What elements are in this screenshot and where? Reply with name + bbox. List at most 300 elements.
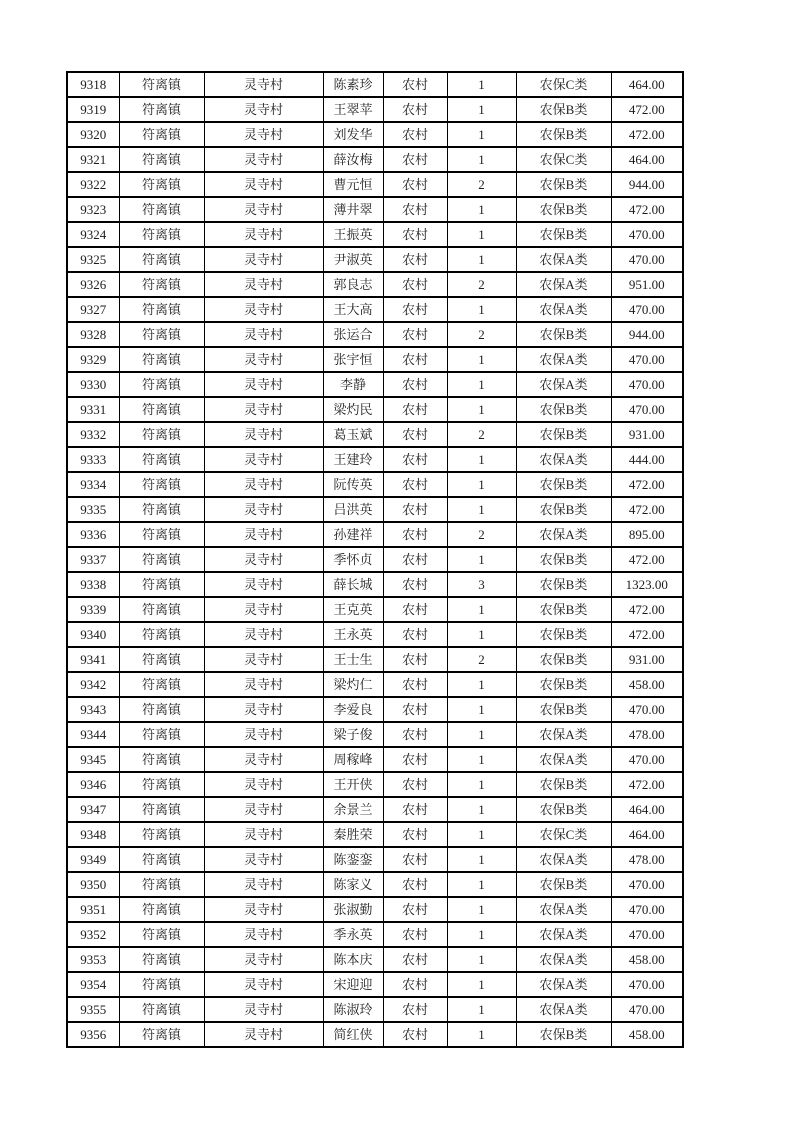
village-cell: 灵寺村 xyxy=(204,97,323,122)
amount-cell: 458.00 xyxy=(611,1022,683,1047)
row-id-cell: 9325 xyxy=(67,247,119,272)
table-row xyxy=(67,97,683,122)
row-id-cell: 9350 xyxy=(67,872,119,897)
person-name-cell: 王振英 xyxy=(323,222,383,247)
household-type-cell: 农村 xyxy=(383,97,447,122)
row-id-cell: 9338 xyxy=(67,572,119,597)
person-count-cell: 1 xyxy=(447,872,516,897)
amount-cell: 944.00 xyxy=(611,172,683,197)
town-cell: 符离镇 xyxy=(119,397,204,422)
pension-roster-table xyxy=(66,71,684,1048)
insurance-category-cell: 农保B类 xyxy=(516,772,611,797)
amount-cell: 464.00 xyxy=(611,797,683,822)
table-row xyxy=(67,497,683,522)
row-id-cell: 9334 xyxy=(67,472,119,497)
person-name-cell: 薛长城 xyxy=(323,572,383,597)
village-cell: 灵寺村 xyxy=(204,722,323,747)
row-id-cell: 9351 xyxy=(67,897,119,922)
village-cell: 灵寺村 xyxy=(204,472,323,497)
amount-cell: 472.00 xyxy=(611,547,683,572)
insurance-category-cell: 农保C类 xyxy=(516,72,611,97)
town-cell: 符离镇 xyxy=(119,872,204,897)
household-type-cell: 农村 xyxy=(383,622,447,647)
amount-cell: 472.00 xyxy=(611,97,683,122)
person-name-cell: 李静 xyxy=(323,372,383,397)
person-count-cell: 2 xyxy=(447,272,516,297)
insurance-category-cell: 农保B类 xyxy=(516,647,611,672)
village-cell: 灵寺村 xyxy=(204,597,323,622)
person-name-cell: 季永英 xyxy=(323,922,383,947)
insurance-category-cell: 农保A类 xyxy=(516,447,611,472)
person-count-cell: 1 xyxy=(447,397,516,422)
insurance-category-cell: 农保A类 xyxy=(516,747,611,772)
town-cell: 符离镇 xyxy=(119,572,204,597)
household-type-cell: 农村 xyxy=(383,122,447,147)
row-id-cell: 9356 xyxy=(67,1022,119,1047)
village-cell: 灵寺村 xyxy=(204,622,323,647)
household-type-cell: 农村 xyxy=(383,697,447,722)
row-id-cell: 9345 xyxy=(67,747,119,772)
village-cell: 灵寺村 xyxy=(204,297,323,322)
row-id-cell: 9331 xyxy=(67,397,119,422)
person-count-cell: 1 xyxy=(447,997,516,1022)
person-name-cell: 陈銮銮 xyxy=(323,847,383,872)
town-cell: 符离镇 xyxy=(119,597,204,622)
insurance-category-cell: 农保B类 xyxy=(516,622,611,647)
household-type-cell: 农村 xyxy=(383,997,447,1022)
insurance-category-cell: 农保A类 xyxy=(516,272,611,297)
row-id-cell: 9344 xyxy=(67,722,119,747)
table-row xyxy=(67,697,683,722)
insurance-category-cell: 农保B类 xyxy=(516,597,611,622)
village-cell: 灵寺村 xyxy=(204,272,323,297)
village-cell: 灵寺村 xyxy=(204,347,323,372)
town-cell: 符离镇 xyxy=(119,72,204,97)
village-cell: 灵寺村 xyxy=(204,572,323,597)
table-row xyxy=(67,347,683,372)
town-cell: 符离镇 xyxy=(119,147,204,172)
household-type-cell: 农村 xyxy=(383,447,447,472)
person-name-cell: 秦胜荣 xyxy=(323,822,383,847)
village-cell: 灵寺村 xyxy=(204,822,323,847)
table-row xyxy=(67,947,683,972)
insurance-category-cell: 农保B类 xyxy=(516,322,611,347)
amount-cell: 472.00 xyxy=(611,122,683,147)
village-cell: 灵寺村 xyxy=(204,997,323,1022)
household-type-cell: 农村 xyxy=(383,347,447,372)
amount-cell: 470.00 xyxy=(611,397,683,422)
amount-cell: 472.00 xyxy=(611,597,683,622)
household-type-cell: 农村 xyxy=(383,872,447,897)
town-cell: 符离镇 xyxy=(119,472,204,497)
person-count-cell: 1 xyxy=(447,72,516,97)
table-row xyxy=(67,747,683,772)
person-count-cell: 1 xyxy=(447,547,516,572)
town-cell: 符离镇 xyxy=(119,222,204,247)
person-count-cell: 1 xyxy=(447,347,516,372)
row-id-cell: 9341 xyxy=(67,647,119,672)
insurance-category-cell: 农保A类 xyxy=(516,897,611,922)
household-type-cell: 农村 xyxy=(383,972,447,997)
insurance-category-cell: 农保B类 xyxy=(516,197,611,222)
person-name-cell: 王士生 xyxy=(323,647,383,672)
person-count-cell: 1 xyxy=(447,897,516,922)
person-name-cell: 梁灼仁 xyxy=(323,672,383,697)
amount-cell: 470.00 xyxy=(611,997,683,1022)
town-cell: 符离镇 xyxy=(119,172,204,197)
village-cell: 灵寺村 xyxy=(204,872,323,897)
household-type-cell: 农村 xyxy=(383,322,447,347)
town-cell: 符离镇 xyxy=(119,997,204,1022)
person-count-cell: 1 xyxy=(447,497,516,522)
table-row xyxy=(67,72,683,97)
row-id-cell: 9339 xyxy=(67,597,119,622)
table-row xyxy=(67,597,683,622)
person-name-cell: 葛玉斌 xyxy=(323,422,383,447)
row-id-cell: 9335 xyxy=(67,497,119,522)
village-cell: 灵寺村 xyxy=(204,322,323,347)
person-count-cell: 1 xyxy=(447,672,516,697)
person-count-cell: 1 xyxy=(447,922,516,947)
table-row xyxy=(67,172,683,197)
table-row xyxy=(67,622,683,647)
table-row xyxy=(67,572,683,597)
insurance-category-cell: 农保B类 xyxy=(516,172,611,197)
table-body xyxy=(67,72,683,1047)
household-type-cell: 农村 xyxy=(383,297,447,322)
household-type-cell: 农村 xyxy=(383,772,447,797)
village-cell: 灵寺村 xyxy=(204,397,323,422)
person-count-cell: 2 xyxy=(447,647,516,672)
amount-cell: 470.00 xyxy=(611,747,683,772)
town-cell: 符离镇 xyxy=(119,622,204,647)
household-type-cell: 农村 xyxy=(383,522,447,547)
table-row xyxy=(67,772,683,797)
village-cell: 灵寺村 xyxy=(204,122,323,147)
amount-cell: 470.00 xyxy=(611,297,683,322)
insurance-category-cell: 农保B类 xyxy=(516,122,611,147)
person-name-cell: 季怀贞 xyxy=(323,547,383,572)
person-name-cell: 梁子俊 xyxy=(323,722,383,747)
row-id-cell: 9320 xyxy=(67,122,119,147)
person-count-cell: 1 xyxy=(447,297,516,322)
village-cell: 灵寺村 xyxy=(204,72,323,97)
row-id-cell: 9337 xyxy=(67,547,119,572)
person-count-cell: 1 xyxy=(447,947,516,972)
village-cell: 灵寺村 xyxy=(204,947,323,972)
household-type-cell: 农村 xyxy=(383,172,447,197)
household-type-cell: 农村 xyxy=(383,147,447,172)
town-cell: 符离镇 xyxy=(119,347,204,372)
person-name-cell: 薄井翠 xyxy=(323,197,383,222)
town-cell: 符离镇 xyxy=(119,97,204,122)
amount-cell: 478.00 xyxy=(611,847,683,872)
row-id-cell: 9354 xyxy=(67,972,119,997)
table-row xyxy=(67,397,683,422)
insurance-category-cell: 农保B类 xyxy=(516,572,611,597)
row-id-cell: 9349 xyxy=(67,847,119,872)
person-name-cell: 尹淑英 xyxy=(323,247,383,272)
town-cell: 符离镇 xyxy=(119,972,204,997)
amount-cell: 470.00 xyxy=(611,897,683,922)
town-cell: 符离镇 xyxy=(119,272,204,297)
table-row xyxy=(67,122,683,147)
row-id-cell: 9333 xyxy=(67,447,119,472)
village-cell: 灵寺村 xyxy=(204,522,323,547)
person-count-cell: 1 xyxy=(447,372,516,397)
village-cell: 灵寺村 xyxy=(204,547,323,572)
insurance-category-cell: 农保B类 xyxy=(516,797,611,822)
person-count-cell: 1 xyxy=(447,97,516,122)
insurance-category-cell: 农保B类 xyxy=(516,1022,611,1047)
person-count-cell: 1 xyxy=(447,722,516,747)
person-count-cell: 3 xyxy=(447,572,516,597)
town-cell: 符离镇 xyxy=(119,947,204,972)
household-type-cell: 农村 xyxy=(383,897,447,922)
village-cell: 灵寺村 xyxy=(204,672,323,697)
insurance-category-cell: 农保A类 xyxy=(516,347,611,372)
household-type-cell: 农村 xyxy=(383,1022,447,1047)
town-cell: 符离镇 xyxy=(119,547,204,572)
town-cell: 符离镇 xyxy=(119,722,204,747)
person-count-cell: 1 xyxy=(447,147,516,172)
table-row xyxy=(67,872,683,897)
table-row xyxy=(67,922,683,947)
person-name-cell: 张运合 xyxy=(323,322,383,347)
amount-cell: 470.00 xyxy=(611,372,683,397)
person-name-cell: 王开侠 xyxy=(323,772,383,797)
town-cell: 符离镇 xyxy=(119,422,204,447)
person-name-cell: 王建玲 xyxy=(323,447,383,472)
insurance-category-cell: 农保A类 xyxy=(516,297,611,322)
village-cell: 灵寺村 xyxy=(204,147,323,172)
amount-cell: 458.00 xyxy=(611,672,683,697)
insurance-category-cell: 农保A类 xyxy=(516,522,611,547)
person-name-cell: 梁灼民 xyxy=(323,397,383,422)
person-name-cell: 薛汝梅 xyxy=(323,147,383,172)
household-type-cell: 农村 xyxy=(383,197,447,222)
village-cell: 灵寺村 xyxy=(204,497,323,522)
person-name-cell: 王大高 xyxy=(323,297,383,322)
town-cell: 符离镇 xyxy=(119,122,204,147)
amount-cell: 470.00 xyxy=(611,697,683,722)
insurance-category-cell: 农保B类 xyxy=(516,97,611,122)
town-cell: 符离镇 xyxy=(119,522,204,547)
village-cell: 灵寺村 xyxy=(204,422,323,447)
person-name-cell: 刘发华 xyxy=(323,122,383,147)
person-count-cell: 2 xyxy=(447,522,516,547)
person-name-cell: 王翠苹 xyxy=(323,97,383,122)
village-cell: 灵寺村 xyxy=(204,922,323,947)
table-row xyxy=(67,447,683,472)
insurance-category-cell: 农保C类 xyxy=(516,147,611,172)
town-cell: 符离镇 xyxy=(119,672,204,697)
household-type-cell: 农村 xyxy=(383,672,447,697)
person-count-cell: 1 xyxy=(447,122,516,147)
table-row xyxy=(67,797,683,822)
town-cell: 符离镇 xyxy=(119,497,204,522)
table-row xyxy=(67,897,683,922)
row-id-cell: 9324 xyxy=(67,222,119,247)
household-type-cell: 农村 xyxy=(383,722,447,747)
table-row xyxy=(67,147,683,172)
table-row xyxy=(67,547,683,572)
person-count-cell: 1 xyxy=(447,1022,516,1047)
insurance-category-cell: 农保B类 xyxy=(516,547,611,572)
village-cell: 灵寺村 xyxy=(204,772,323,797)
household-type-cell: 农村 xyxy=(383,847,447,872)
amount-cell: 470.00 xyxy=(611,347,683,372)
town-cell: 符离镇 xyxy=(119,847,204,872)
insurance-category-cell: 农保A类 xyxy=(516,972,611,997)
person-count-cell: 1 xyxy=(447,447,516,472)
insurance-category-cell: 农保B类 xyxy=(516,697,611,722)
row-id-cell: 9323 xyxy=(67,197,119,222)
village-cell: 灵寺村 xyxy=(204,647,323,672)
household-type-cell: 农村 xyxy=(383,472,447,497)
amount-cell: 478.00 xyxy=(611,722,683,747)
row-id-cell: 9343 xyxy=(67,697,119,722)
town-cell: 符离镇 xyxy=(119,1022,204,1047)
amount-cell: 895.00 xyxy=(611,522,683,547)
row-id-cell: 9347 xyxy=(67,797,119,822)
row-id-cell: 9336 xyxy=(67,522,119,547)
person-count-cell: 1 xyxy=(447,247,516,272)
amount-cell: 470.00 xyxy=(611,922,683,947)
town-cell: 符离镇 xyxy=(119,372,204,397)
person-count-cell: 2 xyxy=(447,172,516,197)
person-name-cell: 张淑勤 xyxy=(323,897,383,922)
household-type-cell: 农村 xyxy=(383,247,447,272)
person-count-cell: 1 xyxy=(447,197,516,222)
household-type-cell: 农村 xyxy=(383,747,447,772)
person-count-cell: 1 xyxy=(447,847,516,872)
town-cell: 符离镇 xyxy=(119,697,204,722)
row-id-cell: 9355 xyxy=(67,997,119,1022)
row-id-cell: 9348 xyxy=(67,822,119,847)
amount-cell: 464.00 xyxy=(611,822,683,847)
town-cell: 符离镇 xyxy=(119,647,204,672)
insurance-category-cell: 农保A类 xyxy=(516,997,611,1022)
town-cell: 符离镇 xyxy=(119,447,204,472)
insurance-category-cell: 农保A类 xyxy=(516,247,611,272)
person-count-cell: 1 xyxy=(447,622,516,647)
table-row xyxy=(67,847,683,872)
insurance-category-cell: 农保B类 xyxy=(516,872,611,897)
table-row xyxy=(67,297,683,322)
table-row xyxy=(67,322,683,347)
village-cell: 灵寺村 xyxy=(204,172,323,197)
insurance-category-cell: 农保B类 xyxy=(516,397,611,422)
table-row xyxy=(67,647,683,672)
insurance-category-cell: 农保C类 xyxy=(516,822,611,847)
household-type-cell: 农村 xyxy=(383,597,447,622)
row-id-cell: 9329 xyxy=(67,347,119,372)
row-id-cell: 9319 xyxy=(67,97,119,122)
person-count-cell: 2 xyxy=(447,422,516,447)
table-row xyxy=(67,197,683,222)
town-cell: 符离镇 xyxy=(119,772,204,797)
table-row xyxy=(67,997,683,1022)
table-row xyxy=(67,522,683,547)
village-cell: 灵寺村 xyxy=(204,897,323,922)
table-row xyxy=(67,472,683,497)
row-id-cell: 9322 xyxy=(67,172,119,197)
person-name-cell: 郭良志 xyxy=(323,272,383,297)
amount-cell: 472.00 xyxy=(611,772,683,797)
amount-cell: 472.00 xyxy=(611,197,683,222)
person-name-cell: 余景兰 xyxy=(323,797,383,822)
insurance-category-cell: 农保A类 xyxy=(516,947,611,972)
household-type-cell: 农村 xyxy=(383,822,447,847)
amount-cell: 464.00 xyxy=(611,72,683,97)
household-type-cell: 农村 xyxy=(383,497,447,522)
person-count-cell: 1 xyxy=(447,697,516,722)
amount-cell: 931.00 xyxy=(611,647,683,672)
row-id-cell: 9318 xyxy=(67,72,119,97)
row-id-cell: 9330 xyxy=(67,372,119,397)
village-cell: 灵寺村 xyxy=(204,222,323,247)
row-id-cell: 9326 xyxy=(67,272,119,297)
town-cell: 符离镇 xyxy=(119,297,204,322)
village-cell: 灵寺村 xyxy=(204,972,323,997)
person-name-cell: 阮传英 xyxy=(323,472,383,497)
person-name-cell: 陈本庆 xyxy=(323,947,383,972)
person-count-cell: 1 xyxy=(447,797,516,822)
person-name-cell: 陈家义 xyxy=(323,872,383,897)
town-cell: 符离镇 xyxy=(119,922,204,947)
person-name-cell: 张宇恒 xyxy=(323,347,383,372)
village-cell: 灵寺村 xyxy=(204,372,323,397)
person-name-cell: 陈淑玲 xyxy=(323,997,383,1022)
village-cell: 灵寺村 xyxy=(204,197,323,222)
table-row xyxy=(67,272,683,297)
village-cell: 灵寺村 xyxy=(204,797,323,822)
table-row xyxy=(67,247,683,272)
table-row xyxy=(67,422,683,447)
person-count-cell: 1 xyxy=(447,472,516,497)
table-row xyxy=(67,372,683,397)
insurance-category-cell: 农保A类 xyxy=(516,372,611,397)
row-id-cell: 9346 xyxy=(67,772,119,797)
town-cell: 符离镇 xyxy=(119,822,204,847)
person-name-cell: 王永英 xyxy=(323,622,383,647)
person-count-cell: 2 xyxy=(447,322,516,347)
amount-cell: 470.00 xyxy=(611,872,683,897)
town-cell: 符离镇 xyxy=(119,797,204,822)
amount-cell: 472.00 xyxy=(611,622,683,647)
row-id-cell: 9321 xyxy=(67,147,119,172)
amount-cell: 470.00 xyxy=(611,972,683,997)
insurance-category-cell: 农保B类 xyxy=(516,222,611,247)
amount-cell: 464.00 xyxy=(611,147,683,172)
insurance-category-cell: 农保B类 xyxy=(516,497,611,522)
person-name-cell: 李爱良 xyxy=(323,697,383,722)
table-row xyxy=(67,722,683,747)
household-type-cell: 农村 xyxy=(383,797,447,822)
village-cell: 灵寺村 xyxy=(204,847,323,872)
row-id-cell: 9332 xyxy=(67,422,119,447)
amount-cell: 458.00 xyxy=(611,947,683,972)
table-row xyxy=(67,972,683,997)
household-type-cell: 农村 xyxy=(383,947,447,972)
household-type-cell: 农村 xyxy=(383,647,447,672)
household-type-cell: 农村 xyxy=(383,372,447,397)
person-count-cell: 1 xyxy=(447,772,516,797)
household-type-cell: 农村 xyxy=(383,422,447,447)
household-type-cell: 农村 xyxy=(383,222,447,247)
amount-cell: 470.00 xyxy=(611,222,683,247)
